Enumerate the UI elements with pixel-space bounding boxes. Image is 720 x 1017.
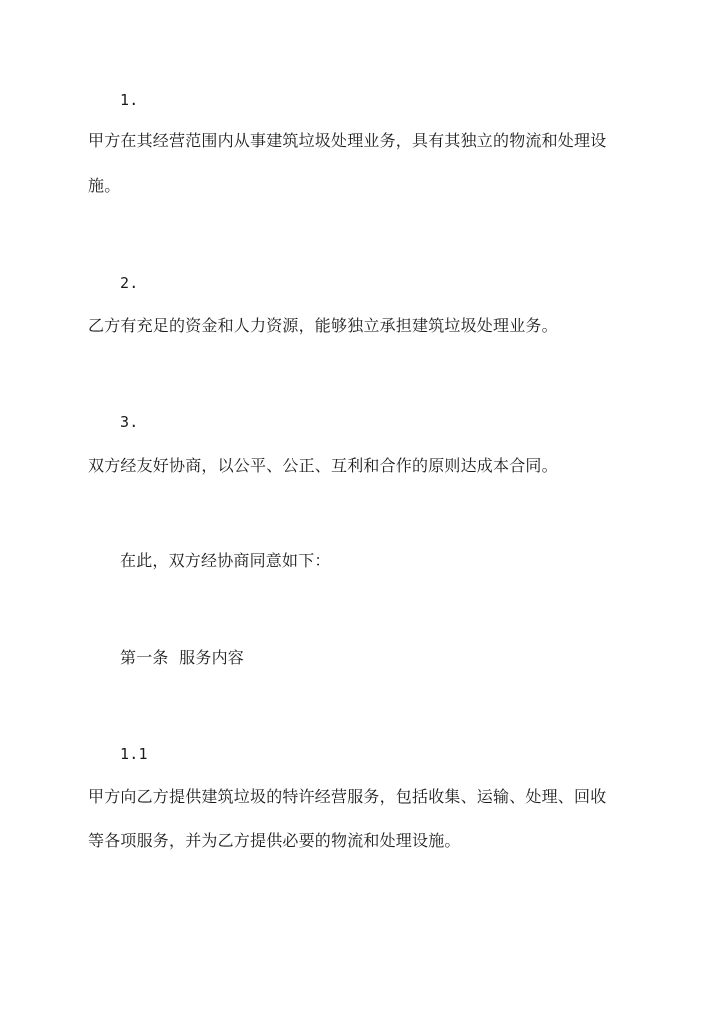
article-heading: 第一条 服务内容: [120, 648, 244, 667]
paragraph-line: 施。: [88, 176, 121, 195]
paragraph-line: 甲方向乙方提供建筑垃圾的特许经营服务，包括收集、运输、处理、回收: [88, 787, 607, 806]
paragraph-line: 双方经友好协商，以公平、公正、互利和合作的原则达成本合同。: [88, 456, 558, 475]
item-number: 2.: [120, 274, 139, 292]
clause-number: 1.1: [120, 745, 148, 763]
paragraph-line: 等各项服务，并为乙方提供必要的物流和处理设施。: [88, 831, 461, 850]
agreement-intro: 在此，双方经协商同意如下：: [120, 551, 331, 570]
item-number: 3.: [120, 413, 139, 431]
item-number: 1.: [120, 91, 139, 109]
paragraph-line: 乙方有充足的资金和人力资源，能够独立承担建筑垃圾处理业务。: [88, 316, 558, 335]
paragraph-line: 甲方在其经营范围内从事建筑垃圾处理业务，具有其独立的物流和处理设: [88, 131, 607, 150]
